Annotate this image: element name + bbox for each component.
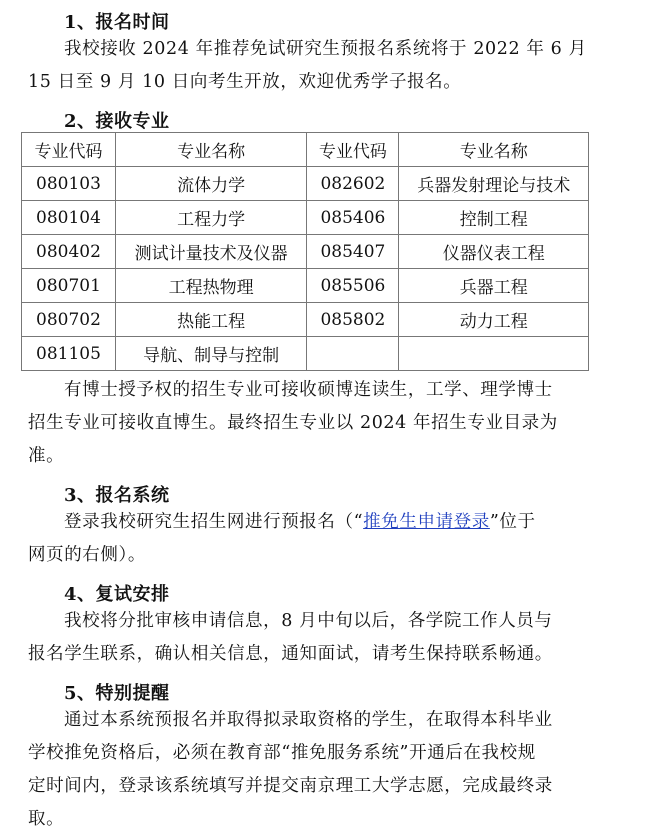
table-row — [22, 235, 589, 269]
paragraph-line: 15 日至 9 月 10 日向考生开放，欢迎优秀学子报名。 — [28, 72, 462, 92]
table-row — [22, 201, 589, 235]
table-cell: 080701 — [22, 269, 116, 303]
table-cell: 085506 — [307, 269, 399, 303]
section-heading-special-reminder: 5、特别提醒 — [64, 683, 170, 704]
paragraph-special-reminder — [28, 704, 588, 836]
table-cell: 085802 — [307, 303, 399, 337]
table-cell: 工程力学 — [115, 201, 306, 235]
table-cell: 流体力学 — [115, 167, 306, 201]
table-cell: 兵器发射理论与技术 — [399, 167, 589, 201]
table-cell: 080103 — [22, 167, 116, 201]
table-cell: 081105 — [22, 337, 116, 371]
paragraph-line: 准。 — [28, 446, 65, 466]
table-cell: 导航、制导与控制 — [115, 337, 306, 371]
recommended-student-login-link[interactable]: 推免生申请登录 — [363, 512, 490, 532]
paragraph-line: 通过本系统预报名并取得拟录取资格的学生，在取得本科毕业 — [64, 710, 553, 730]
section-heading-interview: 4、复试安排 — [64, 584, 170, 605]
table-cell: 工程热物理 — [115, 269, 306, 303]
table-row — [22, 269, 589, 303]
paragraph-line — [28, 506, 588, 539]
paragraph-line: 学校推免资格后，必须在教育部“推免服务系统”开通后在我校规 — [28, 743, 536, 763]
column-header: 专业代码 — [307, 133, 399, 167]
section-heading-registration-time: 1、报名时间 — [64, 12, 170, 33]
table-cell: 085406 — [307, 201, 399, 235]
table-cell: 测试计量技术及仪器 — [115, 235, 306, 269]
table-cell: 085407 — [307, 235, 399, 269]
paragraph-line: 定时间内，登录该系统填写并提交南京理工大学志愿，完成最终录 — [28, 776, 553, 796]
text-fragment: ”位于 — [489, 512, 536, 532]
table-row — [22, 303, 589, 337]
paragraph-line: 我校接收 2024 年推荐免试研究生预报名系统将于 2022 年 6 月 — [64, 39, 587, 59]
paragraph-line: 有博士授予权的招生专业可接收硕博连读生，工学、理学博士 — [64, 380, 553, 400]
table-cell: 080402 — [22, 235, 116, 269]
column-header: 专业名称 — [399, 133, 589, 167]
column-header: 专业名称 — [115, 133, 306, 167]
section-heading-majors: 2、接收专业 — [64, 111, 170, 132]
column-header: 专业代码 — [22, 133, 116, 167]
table-cell: 仪器仪表工程 — [399, 235, 589, 269]
table-cell: 热能工程 — [115, 303, 306, 337]
paragraph-registration-system — [28, 506, 588, 572]
paragraph-line: 报名学生联系，确认相关信息，通知面试，请考生保持联系畅通。 — [28, 644, 553, 664]
paragraph-majors-note — [28, 374, 588, 473]
section-heading-registration-system: 3、报名系统 — [64, 485, 170, 506]
table-cell: 控制工程 — [399, 201, 589, 235]
paragraph-line: 我校将分批审核申请信息，8 月中旬以后，各学院工作人员与 — [64, 611, 553, 631]
paragraph-line: 取。 — [28, 809, 65, 829]
table-row — [22, 337, 589, 371]
paragraph-line: 招生专业可接收直博生。最终招生专业以 2024 年招生专业目录为 — [28, 413, 558, 433]
table-row — [22, 167, 589, 201]
paragraph-registration-time — [28, 33, 588, 99]
text-fragment: 登录我校研究生招生网进行预报名（“ — [64, 512, 364, 532]
table-cell: 080702 — [22, 303, 116, 337]
paragraph-line: 网页的右侧）。 — [28, 545, 146, 565]
table-header-row — [22, 133, 589, 167]
table-cell: 兵器工程 — [399, 269, 589, 303]
majors-table — [21, 132, 589, 371]
table-cell — [307, 337, 399, 371]
table-cell: 082602 — [307, 167, 399, 201]
table-cell: 080104 — [22, 201, 116, 235]
table-cell: 动力工程 — [399, 303, 589, 337]
table-cell — [399, 337, 589, 371]
paragraph-interview — [28, 605, 588, 671]
